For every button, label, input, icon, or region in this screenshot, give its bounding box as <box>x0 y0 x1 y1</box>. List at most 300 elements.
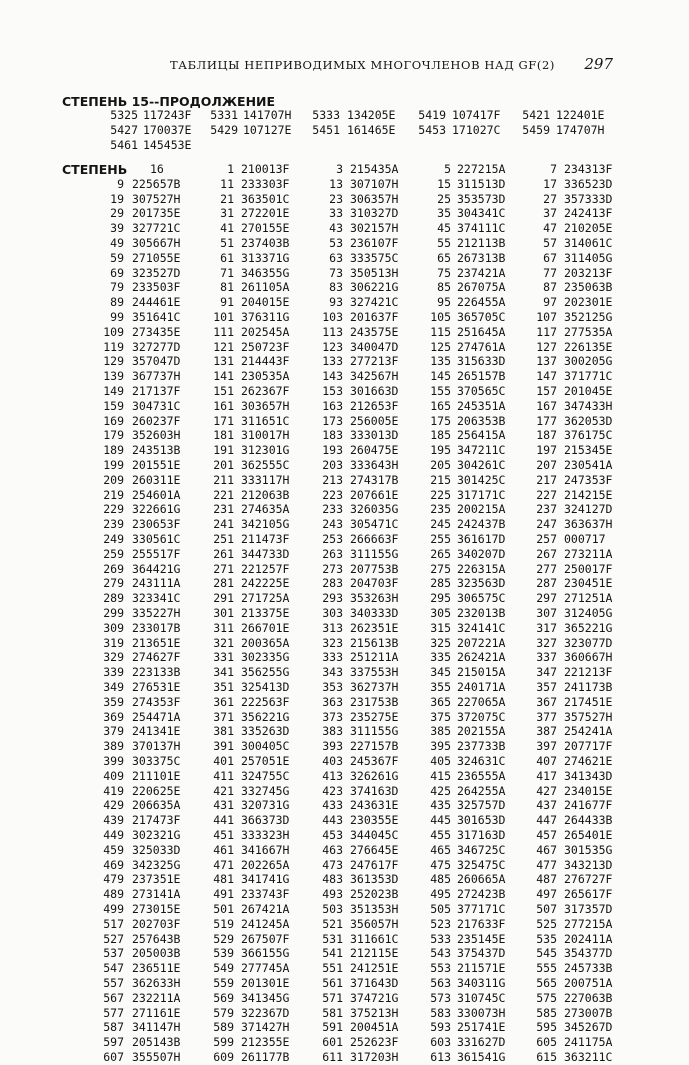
entry-polynomial: 240171A <box>457 680 506 694</box>
entry-polynomial: 200215A <box>457 502 506 517</box>
entry-number: 197 <box>536 443 557 458</box>
table-row <box>0 636 689 651</box>
entry-polynomial: 302157H <box>350 221 399 236</box>
entry-number: 13 <box>329 176 343 191</box>
entry-polynomial: 303657H <box>241 398 290 413</box>
entry-number: 11 <box>220 176 234 191</box>
entry-number: 393 <box>322 739 343 754</box>
entry-number: 191 <box>213 443 234 458</box>
table-row <box>0 325 689 340</box>
entry-polynomial: 212113B <box>457 236 506 250</box>
entry-polynomial: 201735E <box>132 206 181 221</box>
entry-polynomial: 274317B <box>350 472 399 487</box>
entry-polynomial: 327721C <box>132 221 181 236</box>
entry-number: 547 <box>103 961 124 976</box>
entry-polynomial: 327421C <box>350 295 399 310</box>
entry-number: 127 <box>536 339 557 354</box>
entry-number: 531 <box>322 931 343 946</box>
entry-polynomial: 301425C <box>457 472 506 487</box>
entry-polynomial: 207221A <box>457 635 506 650</box>
entry-number: 5 <box>444 162 451 176</box>
entry-number: 501 <box>213 902 234 916</box>
entry-polynomial: 300205G <box>564 354 613 369</box>
entry-polynomial: 227065A <box>457 694 506 709</box>
entry-polynomial: 214443F <box>241 354 290 369</box>
entry-polynomial: 237421A <box>457 265 506 280</box>
entry-number: 289 <box>103 591 124 606</box>
entry-number: 493 <box>322 887 343 902</box>
entry-number: 331 <box>213 650 234 665</box>
entry-polynomial: 213375E <box>241 606 290 620</box>
entry-polynomial: 357527H <box>564 709 613 724</box>
entry-number: 273 <box>322 561 343 576</box>
entry-number: 5451 <box>312 123 340 138</box>
entry-number: 355 <box>430 680 451 694</box>
entry-polynomial: 361353D <box>350 872 399 887</box>
entry-polynomial: 333013D <box>350 428 399 443</box>
entry-number: 541 <box>322 946 343 961</box>
entry-number: 609 <box>213 1050 234 1064</box>
entry-polynomial: 122401E <box>556 108 605 122</box>
entry-polynomial: 300405C <box>241 739 290 754</box>
entry-polynomial: 211571E <box>457 961 506 976</box>
entry-polynomial: 266701E <box>241 620 290 635</box>
entry-polynomial: 211473F <box>241 532 290 546</box>
entry-number: 65 <box>437 250 451 265</box>
entry-number: 315 <box>430 620 451 635</box>
entry-number: 5429 <box>210 123 238 138</box>
entry-number: 237 <box>536 502 557 517</box>
entry-number: 521 <box>322 916 343 931</box>
entry-polynomial: 212653F <box>350 398 399 413</box>
entry-polynomial: 325413D <box>241 680 290 694</box>
table-row <box>0 887 689 902</box>
entry-number: 325 <box>430 635 451 650</box>
table-row <box>0 428 689 443</box>
entry-polynomial: 234313F <box>564 162 613 176</box>
entry-number: 337 <box>536 650 557 665</box>
table-row <box>0 266 689 281</box>
entry-number: 437 <box>536 798 557 813</box>
entry-polynomial: 317357D <box>564 902 613 916</box>
entry-polynomial: 221213F <box>564 665 613 680</box>
entry-polynomial: 202265A <box>241 857 290 872</box>
table-row <box>0 108 689 123</box>
entry-polynomial: 215613B <box>350 635 399 650</box>
entry-polynomial: 322661G <box>132 502 181 517</box>
entry-number: 91 <box>220 295 234 310</box>
table-row <box>0 562 689 577</box>
entry-polynomial: 201045E <box>564 384 613 398</box>
entry-polynomial: 241251E <box>350 961 399 976</box>
entry-number: 121 <box>213 339 234 354</box>
entry-polynomial: 362633H <box>132 976 181 990</box>
table-row <box>0 932 689 947</box>
entry-polynomial: 214215E <box>564 487 613 502</box>
entry-polynomial: 212115E <box>350 946 399 961</box>
entry-polynomial: 370137H <box>132 739 181 754</box>
entry-polynomial: 324631C <box>457 754 506 768</box>
entry-number: 173 <box>322 413 343 428</box>
entry-polynomial: 327277D <box>132 339 181 354</box>
entry-polynomial: 227157B <box>350 739 399 754</box>
entry-polynomial: 204015E <box>241 295 290 310</box>
entry-polynomial: 254601A <box>132 487 181 502</box>
entry-number: 565 <box>536 976 557 990</box>
entry-number: 179 <box>103 428 124 443</box>
entry-polynomial: 267421A <box>241 902 290 916</box>
entry-polynomial: 000717 <box>564 532 606 546</box>
entry-polynomial: 301535G <box>564 842 613 857</box>
entry-number: 403 <box>322 754 343 768</box>
entry-polynomial: 250723F <box>241 339 290 354</box>
table-row <box>0 798 689 813</box>
entry-number: 135 <box>430 354 451 369</box>
entry-number: 161 <box>213 398 234 413</box>
entry-polynomial: 374111C <box>457 221 506 236</box>
entry-number: 59 <box>110 250 124 265</box>
entry-number: 381 <box>213 724 234 739</box>
entry-number: 33 <box>329 206 343 221</box>
table-row <box>0 384 689 399</box>
entry-number: 223 <box>322 487 343 502</box>
entry-number: 453 <box>322 828 343 842</box>
entry-polynomial: 324127D <box>564 502 613 517</box>
entry-polynomial: 371643D <box>350 976 399 990</box>
entry-polynomial: 233017B <box>132 620 181 635</box>
entry-number: 149 <box>103 384 124 398</box>
entry-number: 417 <box>536 768 557 783</box>
entry-polynomial: 261177B <box>241 1050 290 1064</box>
entry-number: 209 <box>103 472 124 487</box>
entry-polynomial: 254471A <box>132 709 181 724</box>
entry-polynomial: 257643B <box>132 931 181 946</box>
entry-number: 53 <box>329 236 343 250</box>
entry-number: 279 <box>103 576 124 591</box>
entry-polynomial: 237733B <box>457 739 506 754</box>
entry-number: 261 <box>213 546 234 561</box>
entry-number: 193 <box>322 443 343 458</box>
entry-polynomial: 341741G <box>241 872 290 887</box>
entry-polynomial: 260475E <box>350 443 399 458</box>
entry-number: 103 <box>322 310 343 324</box>
entry-number: 601 <box>322 1035 343 1050</box>
entry-polynomial: 227215A <box>457 162 506 176</box>
entry-number: 139 <box>103 369 124 384</box>
entry-number: 311 <box>213 620 234 635</box>
entry-number: 309 <box>103 620 124 635</box>
degree-value: 16 <box>150 162 164 176</box>
table-row <box>0 991 689 1006</box>
table-row <box>0 695 689 710</box>
table-row <box>0 280 689 295</box>
entry-number: 21 <box>220 191 234 206</box>
table-row <box>0 1050 689 1065</box>
entry-number: 313 <box>322 620 343 635</box>
entry-polynomial: 365221G <box>564 620 613 635</box>
entry-number: 317 <box>536 620 557 635</box>
page-number: 297 <box>584 55 613 73</box>
entry-number: 239 <box>103 517 124 532</box>
entry-polynomial: 272201E <box>241 206 290 221</box>
entry-number: 23 <box>329 191 343 206</box>
entry-number: 407 <box>536 754 557 768</box>
entry-polynomial: 344733D <box>241 546 290 561</box>
table-row <box>0 488 689 503</box>
entry-number: 19 <box>110 191 124 206</box>
entry-polynomial: 357047D <box>132 354 181 369</box>
entry-polynomial: 363637H <box>564 517 613 532</box>
entry-number: 117 <box>536 324 557 339</box>
entry-polynomial: 323527D <box>132 265 181 280</box>
entry-number: 485 <box>430 872 451 887</box>
entry-polynomial: 257051E <box>241 754 290 768</box>
entry-polynomial: 374721G <box>350 990 399 1005</box>
entry-polynomial: 264255A <box>457 783 506 798</box>
entry-polynomial: 335227H <box>132 606 181 620</box>
entry-polynomial: 210013F <box>241 162 290 176</box>
entry-polynomial: 232211A <box>132 990 181 1005</box>
entry-polynomial: 206635A <box>132 798 181 813</box>
entry-polynomial: 310745C <box>457 990 506 1005</box>
entry-polynomial: 326035G <box>350 502 399 517</box>
entry-number: 7 <box>550 162 557 176</box>
entry-number: 429 <box>103 798 124 813</box>
entry-polynomial: 347433H <box>564 398 613 413</box>
entry-number: 603 <box>430 1035 451 1050</box>
entry-number: 385 <box>430 724 451 739</box>
table-row <box>0 710 689 725</box>
entry-number: 321 <box>213 635 234 650</box>
entry-polynomial: 211101E <box>132 768 181 783</box>
entry-polynomial: 371427H <box>241 1020 290 1035</box>
entry-polynomial: 174707H <box>556 123 605 138</box>
entry-number: 277 <box>536 561 557 576</box>
entry-number: 175 <box>430 413 451 428</box>
entry-polynomial: 341147H <box>132 1020 181 1035</box>
entry-polynomial: 277213F <box>350 354 399 369</box>
entry-number: 389 <box>103 739 124 754</box>
entry-polynomial: 241175A <box>564 1035 613 1050</box>
entry-number: 593 <box>430 1020 451 1035</box>
entry-number: 457 <box>536 828 557 842</box>
entry-polynomial: 350513H <box>350 265 399 280</box>
entry-polynomial: 302321G <box>132 828 181 842</box>
entry-number: 487 <box>536 872 557 887</box>
entry-polynomial: 363211C <box>564 1050 613 1064</box>
entry-number: 111 <box>213 324 234 339</box>
continuation-heading: СТЕПЕНЬ 15--ПРОДОЛЖЕНИЕ <box>62 94 276 109</box>
entry-number: 285 <box>430 576 451 591</box>
entry-polynomial: 201637F <box>350 310 399 324</box>
entry-polynomial: 222563F <box>241 694 290 709</box>
entry-polynomial: 250017F <box>564 561 613 576</box>
entry-number: 229 <box>103 502 124 517</box>
entry-number: 425 <box>430 783 451 798</box>
entry-number: 447 <box>536 813 557 828</box>
entry-number: 225 <box>430 487 451 502</box>
table-row <box>0 665 689 680</box>
entry-number: 73 <box>329 265 343 280</box>
entry-number: 97 <box>543 295 557 310</box>
entry-number: 57 <box>543 236 557 250</box>
entry-polynomial: 374163D <box>350 783 399 798</box>
entry-number: 611 <box>322 1050 343 1064</box>
entry-polynomial: 262367F <box>241 384 290 398</box>
table-row <box>0 724 689 739</box>
entry-number: 551 <box>322 961 343 976</box>
entry-polynomial: 134205E <box>347 108 396 122</box>
entry-polynomial: 265617F <box>564 887 613 902</box>
entry-polynomial: 230541A <box>564 458 613 472</box>
entry-polynomial: 340311G <box>457 976 506 990</box>
entry-polynomial: 243631E <box>350 798 399 813</box>
entry-number: 525 <box>536 916 557 931</box>
entry-polynomial: 212063B <box>241 487 290 502</box>
entry-number: 535 <box>536 931 557 946</box>
entry-number: 553 <box>430 961 451 976</box>
entry-number: 595 <box>536 1020 557 1035</box>
entry-polynomial: 301663D <box>350 384 399 398</box>
entry-number: 109 <box>103 324 124 339</box>
entry-polynomial: 353573D <box>457 191 506 206</box>
entry-number: 45 <box>437 221 451 236</box>
entry-number: 5421 <box>522 108 550 122</box>
entry-number: 281 <box>213 576 234 591</box>
entry-polynomial: 227063B <box>564 990 613 1005</box>
entry-number: 131 <box>213 354 234 369</box>
page-header <box>0 55 689 78</box>
entry-polynomial: 341343D <box>564 768 613 783</box>
entry-polynomial: 303375C <box>132 754 181 768</box>
entry-number: 333 <box>322 650 343 665</box>
table-row <box>0 858 689 873</box>
entry-number: 341 <box>213 665 234 680</box>
entry-polynomial: 325475C <box>457 857 506 872</box>
entry-number: 477 <box>536 857 557 872</box>
entry-number: 367 <box>536 694 557 709</box>
entry-polynomial: 340047D <box>350 339 399 354</box>
entry-polynomial: 217633F <box>457 916 506 931</box>
entry-polynomial: 217473F <box>132 813 181 828</box>
entry-number: 433 <box>322 798 343 813</box>
entry-polynomial: 201551E <box>132 458 181 472</box>
entry-polynomial: 244461E <box>132 295 181 310</box>
entry-polynomial: 206353B <box>457 413 506 428</box>
entry-number: 89 <box>110 295 124 310</box>
entry-number: 471 <box>213 857 234 872</box>
entry-polynomial: 242437B <box>457 517 506 532</box>
entry-number: 29 <box>110 206 124 221</box>
entry-polynomial: 260311E <box>132 472 181 487</box>
entry-polynomial: 317163D <box>457 828 506 842</box>
entry-polynomial: 230535A <box>241 369 290 384</box>
entry-polynomial: 351353H <box>350 902 399 916</box>
entry-number: 497 <box>536 887 557 902</box>
entry-polynomial: 336523D <box>564 176 613 191</box>
entry-number: 423 <box>322 783 343 798</box>
entry-polynomial: 207661E <box>350 487 399 502</box>
entry-polynomial: 273211A <box>564 546 613 561</box>
entry-number: 5459 <box>522 123 550 138</box>
entry-number: 43 <box>329 221 343 236</box>
table-row <box>0 902 689 917</box>
entry-number: 269 <box>103 561 124 576</box>
entry-polynomial: 344045C <box>350 828 399 842</box>
entry-polynomial: 314061C <box>564 236 613 250</box>
entry-number: 211 <box>213 472 234 487</box>
entry-polynomial: 375437D <box>457 946 506 961</box>
entry-polynomial: 267507F <box>241 931 290 946</box>
entry-polynomial: 262421A <box>457 650 506 665</box>
entry-polynomial: 161465E <box>347 123 396 138</box>
entry-number: 257 <box>536 532 557 546</box>
entry-number: 157 <box>536 384 557 398</box>
entry-polynomial: 107127E <box>243 123 292 138</box>
entry-number: 357 <box>536 680 557 694</box>
entry-number: 185 <box>430 428 451 443</box>
entry-number: 25 <box>437 191 451 206</box>
table-row <box>0 1006 689 1021</box>
entry-polynomial: 310017H <box>241 428 290 443</box>
entry-number: 171 <box>213 413 234 428</box>
entry-polynomial: 277535A <box>564 324 613 339</box>
entry-polynomial: 325757D <box>457 798 506 813</box>
entry-number: 199 <box>103 458 124 472</box>
entry-polynomial: 353263H <box>350 591 399 606</box>
entry-polynomial: 117243F <box>143 108 192 122</box>
entry-polynomial: 330073H <box>457 1005 506 1020</box>
entry-polynomial: 305471C <box>350 517 399 532</box>
entry-polynomial: 141707H <box>243 108 292 122</box>
entry-polynomial: 205143B <box>132 1035 181 1050</box>
entry-number: 119 <box>103 339 124 354</box>
entry-polynomial: 202411A <box>564 931 613 946</box>
entry-number: 219 <box>103 487 124 502</box>
entry-polynomial: 267075A <box>457 280 506 295</box>
entry-number: 305 <box>430 606 451 620</box>
entry-polynomial: 107417F <box>452 108 501 122</box>
entry-polynomial: 207717F <box>564 739 613 754</box>
entry-number: 351 <box>213 680 234 694</box>
table-row <box>0 458 689 473</box>
entry-number: 365 <box>430 694 451 709</box>
entry-number: 589 <box>213 1020 234 1035</box>
entry-number: 537 <box>103 946 124 961</box>
entry-number: 137 <box>536 354 557 369</box>
entry-number: 585 <box>536 1005 557 1020</box>
entry-polynomial: 342567H <box>350 369 399 384</box>
entry-polynomial: 341345G <box>241 990 290 1005</box>
table-row <box>0 739 689 754</box>
entry-number: 189 <box>103 443 124 458</box>
entry-number: 41 <box>220 221 234 236</box>
entry-number: 353 <box>322 680 343 694</box>
table-row <box>0 784 689 799</box>
table-row <box>0 192 689 207</box>
entry-number: 291 <box>213 591 234 606</box>
entry-number: 301 <box>213 606 234 620</box>
entry-polynomial: 236511E <box>132 961 181 976</box>
entry-number: 543 <box>430 946 451 961</box>
entry-number: 395 <box>430 739 451 754</box>
entry-number: 77 <box>543 265 557 280</box>
entry-polynomial: 347211C <box>457 443 506 458</box>
entry-polynomial: 262351E <box>350 620 399 635</box>
entry-polynomial: 312301G <box>241 443 290 458</box>
table-row <box>0 443 689 458</box>
entry-number: 85 <box>437 280 451 295</box>
